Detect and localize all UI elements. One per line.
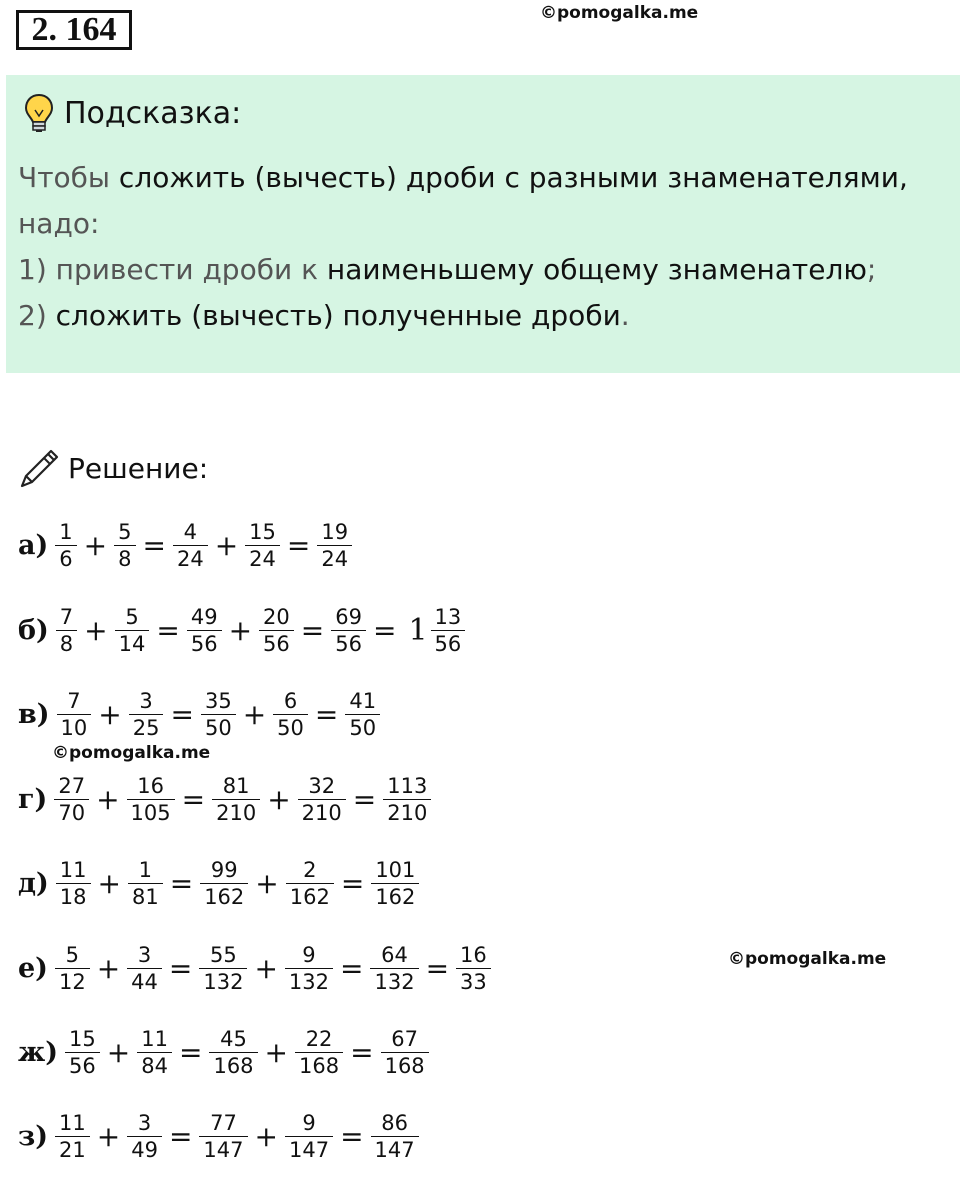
numerator: 69 — [335, 604, 362, 629]
equals-sign: = — [170, 697, 194, 731]
equals-sign: = — [425, 951, 450, 985]
fraction — [433, 604, 464, 657]
plus-sign: + — [267, 782, 291, 816]
fraction — [201, 942, 245, 995]
fraction — [383, 1026, 427, 1079]
plus-sign: + — [264, 1035, 289, 1069]
denominator: 162 — [371, 883, 419, 910]
denominator: 56 — [259, 630, 294, 657]
fraction — [129, 773, 173, 826]
numerator: 15 — [249, 519, 276, 544]
denominator: 8 — [56, 630, 77, 657]
denominator: 168 — [209, 1052, 257, 1079]
numerator: 11 — [59, 1110, 86, 1135]
denominator: 49 — [127, 1136, 162, 1163]
denominator: 147 — [371, 1136, 419, 1163]
denominator: 24 — [317, 545, 352, 572]
fraction — [116, 519, 133, 572]
numerator: 9 — [302, 942, 316, 967]
denominator: 147 — [199, 1136, 247, 1163]
watermark: ©pomogalka.me — [728, 949, 887, 969]
numerator: 81 — [222, 773, 250, 798]
fraction — [319, 519, 350, 572]
row-label: а) — [18, 529, 49, 561]
plus-sign: + — [254, 951, 278, 985]
denominator: 56 — [331, 630, 366, 657]
numerator: 7 — [59, 604, 74, 629]
row-label: д) — [18, 867, 49, 899]
fraction — [373, 857, 417, 910]
plus-sign: + — [83, 528, 108, 562]
numerator: 20 — [263, 604, 290, 629]
denominator: 50 — [273, 714, 308, 741]
numerator: 41 — [349, 688, 377, 713]
numerator: 3 — [137, 1110, 152, 1135]
numerator: 5 — [118, 519, 132, 544]
numerator: 99 — [210, 857, 238, 882]
equals-sign: = — [314, 697, 339, 731]
equals-sign: = — [168, 1119, 193, 1153]
fraction — [203, 688, 234, 741]
equals-sign: = — [350, 1035, 374, 1069]
lightbulb-icon — [24, 93, 54, 133]
denominator: 18 — [56, 883, 91, 910]
numerator: 7 — [67, 688, 81, 713]
numerator: 16 — [137, 773, 164, 798]
numerator: 32 — [308, 773, 336, 798]
fraction — [58, 604, 75, 657]
hint-text-bold: сложить (вычесть) дроби с разными знаменателями — [118, 161, 899, 194]
numerator: 22 — [305, 1026, 333, 1051]
hint-text-bold: сложить (вычесть) полученные дроби — [55, 299, 621, 332]
equals-sign: = — [300, 613, 325, 647]
denominator: 12 — [55, 968, 90, 995]
equals-sign: = — [340, 1119, 364, 1153]
solution-header — [18, 446, 208, 490]
solution-row — [18, 595, 466, 665]
denominator: 33 — [456, 968, 491, 995]
numerator: 2 — [303, 857, 317, 882]
denominator: 50 — [345, 714, 380, 741]
numerator: 9 — [302, 1110, 316, 1135]
plus-sign: + — [254, 1119, 278, 1153]
fraction — [300, 773, 344, 826]
numerator: 64 — [381, 942, 408, 967]
hint-text-punct: ; — [866, 253, 877, 286]
numerator: 19 — [321, 519, 349, 544]
fraction — [275, 688, 306, 741]
fraction — [287, 942, 331, 995]
hint-text-punct: , — [898, 161, 908, 194]
denominator: 132 — [285, 968, 333, 995]
fraction — [297, 1026, 341, 1079]
watermark: ©pomogalka.me — [540, 3, 699, 23]
equals-sign: = — [169, 866, 194, 900]
plus-sign: + — [84, 613, 108, 647]
plus-sign: + — [255, 866, 279, 900]
denominator: 25 — [129, 714, 164, 741]
fraction — [189, 604, 220, 657]
fraction — [58, 857, 89, 910]
fraction — [131, 688, 162, 741]
equals-sign: = — [178, 1035, 203, 1069]
equals-sign: = — [181, 782, 206, 816]
numerator: 11 — [59, 857, 87, 882]
hint-text-plain: 2) — [18, 299, 56, 332]
hint-line-1 — [18, 155, 948, 201]
numerator: 49 — [190, 604, 218, 629]
numerator: 101 — [375, 857, 416, 882]
numerator: 45 — [220, 1026, 247, 1051]
fraction — [175, 519, 206, 572]
equals-sign: = — [168, 951, 193, 985]
solution-title: Решение: — [68, 451, 209, 485]
equals-sign: = — [286, 528, 311, 562]
denominator: 6 — [55, 545, 76, 572]
solution-row — [18, 1017, 430, 1087]
hint-box — [6, 75, 960, 373]
fraction — [333, 604, 364, 657]
denominator: 8 — [114, 545, 135, 572]
hint-text-bold: наименьшему общему знаменателю — [326, 253, 867, 286]
numerator: 77 — [210, 1110, 237, 1135]
fraction — [139, 1026, 170, 1079]
numerator: 16 — [460, 942, 487, 967]
numerator: 4 — [183, 519, 198, 544]
plus-sign: + — [214, 528, 239, 562]
denominator: 132 — [370, 968, 418, 995]
fraction — [287, 1110, 331, 1163]
fraction — [129, 1110, 160, 1163]
whole-part: 1 — [408, 612, 428, 648]
numerator: 86 — [381, 1110, 408, 1135]
denominator: 210 — [383, 799, 431, 826]
denominator: 44 — [127, 968, 162, 995]
fraction — [247, 519, 278, 572]
hint-text — [18, 155, 948, 339]
fraction — [56, 773, 87, 826]
row-label: е) — [18, 952, 48, 984]
denominator: 14 — [115, 630, 150, 657]
hint-text-plain: 1) привести дроби к — [18, 253, 327, 286]
fraction — [57, 519, 74, 572]
fraction — [129, 942, 160, 995]
numerator: 35 — [204, 688, 232, 713]
plus-sign: + — [96, 782, 120, 816]
denominator: 56 — [431, 630, 466, 657]
equals-sign: = — [340, 951, 364, 985]
denominator: 56 — [187, 630, 222, 657]
numerator: 15 — [69, 1026, 96, 1051]
denominator: 147 — [285, 1136, 333, 1163]
fraction — [57, 1110, 88, 1163]
row-label: в) — [18, 698, 50, 730]
numerator: 1 — [59, 519, 73, 544]
solution-row — [18, 679, 381, 749]
watermark: ©pomogalka.me — [52, 743, 211, 763]
row-label: ж) — [18, 1036, 59, 1068]
fraction — [347, 688, 378, 741]
denominator: 21 — [55, 1136, 90, 1163]
denominator: 105 — [127, 799, 175, 826]
fraction — [211, 1026, 255, 1079]
numerator: 55 — [210, 942, 237, 967]
denominator: 81 — [128, 883, 163, 910]
denominator: 210 — [298, 799, 346, 826]
equals-sign: = — [340, 866, 365, 900]
denominator: 162 — [200, 883, 248, 910]
fraction — [57, 942, 88, 995]
fraction — [261, 604, 292, 657]
denominator: 50 — [201, 714, 236, 741]
denominator: 10 — [57, 714, 92, 741]
plus-sign: + — [228, 613, 253, 647]
numerator: 5 — [65, 942, 79, 967]
hint-line-4 — [18, 293, 948, 339]
row-label: б) — [18, 614, 49, 646]
denominator: 84 — [137, 1052, 172, 1079]
solution-row — [18, 510, 353, 580]
denominator: 24 — [173, 545, 208, 572]
plus-sign: + — [96, 951, 121, 985]
plus-sign: + — [96, 1119, 121, 1153]
denominator: 162 — [286, 883, 334, 910]
numerator: 67 — [391, 1026, 418, 1051]
equals-sign: = — [352, 782, 377, 816]
numerator: 11 — [141, 1026, 168, 1051]
denominator: 132 — [199, 968, 247, 995]
task-number: 2. 164 — [16, 10, 132, 50]
plus-sign: + — [98, 697, 122, 731]
equals-sign: = — [372, 613, 397, 647]
hint-text-punct: . — [620, 299, 630, 332]
equals-sign: = — [156, 613, 180, 647]
denominator: 168 — [381, 1052, 429, 1079]
hint-line-2: надо: — [18, 207, 100, 240]
fraction — [67, 1026, 98, 1079]
plus-sign: + — [97, 866, 121, 900]
numerator: 6 — [283, 688, 298, 713]
numerator: 1 — [138, 857, 153, 882]
numerator: 27 — [58, 773, 86, 798]
fraction — [288, 857, 332, 910]
numerator: 3 — [139, 688, 153, 713]
row-label: г) — [18, 783, 48, 815]
fraction — [214, 773, 258, 826]
hint-line-3 — [18, 247, 948, 293]
fraction — [372, 942, 416, 995]
equals-sign: = — [142, 528, 166, 562]
fraction — [59, 688, 90, 741]
plus-sign: + — [106, 1035, 131, 1069]
hint-text-plain: Чтобы — [18, 161, 119, 194]
plus-sign: + — [242, 697, 267, 731]
numerator: 5 — [125, 604, 139, 629]
solution-row — [18, 764, 432, 834]
fraction — [458, 942, 489, 995]
solution-row — [18, 933, 492, 1003]
solution-row — [18, 848, 420, 918]
numerator: 3 — [137, 942, 152, 967]
numerator: 113 — [387, 773, 428, 798]
fraction — [130, 857, 161, 910]
denominator: 168 — [295, 1052, 343, 1079]
hint-header — [24, 93, 241, 133]
row-label: з) — [18, 1120, 49, 1152]
denominator: 210 — [212, 799, 260, 826]
numerator: 13 — [434, 604, 462, 629]
pencil-icon — [18, 446, 62, 490]
solution-row — [18, 1101, 420, 1171]
fraction — [373, 1110, 417, 1163]
denominator: 24 — [245, 545, 280, 572]
fraction — [117, 604, 148, 657]
denominator: 56 — [65, 1052, 100, 1079]
hint-title: Подсказка: — [64, 95, 242, 131]
fraction — [385, 773, 429, 826]
fraction — [202, 857, 246, 910]
fraction — [201, 1110, 245, 1163]
denominator: 70 — [54, 799, 89, 826]
